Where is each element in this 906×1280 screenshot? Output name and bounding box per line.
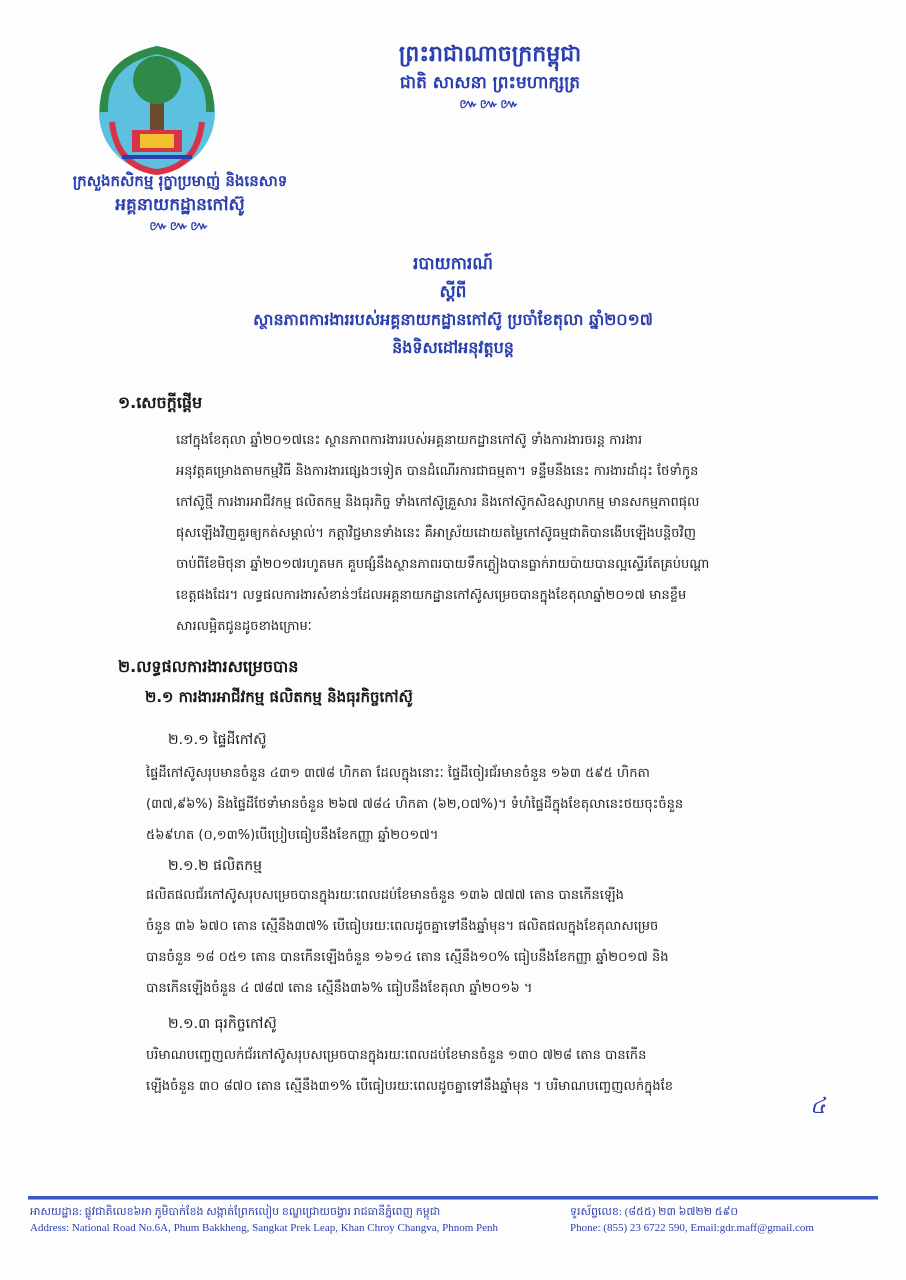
intro-line: កៅស៊ូថ្មី ការងារអាជីវកម្ម ផលិតកម្ម និងធុរកិច្ច ទាំងកៅស៊ូគ្រួសារ និងកៅស៊ូកសិឧស្សាហកម្ម មានសកម្មភាពផុល [176, 495, 700, 510]
kingdom-block [340, 40, 640, 115]
section-2-1-heading: ២.១ ការងារអាជីវកម្ម ផលិតកម្ម និងធុរកិច្ចកៅស៊ូ [145, 688, 413, 706]
intro-paragraph [146, 425, 826, 642]
intro-line: ខេត្តផងដែរ។ លទ្ធផលការងារសំខាន់ៗដែលអគ្គនាយកដ្ឋានកៅស៊ូសម្រេចបានក្នុងខែតុលាឆ្នាំ២០១៧ មានខ្លឹម [176, 588, 687, 603]
intro-heading: ១.សេចក្ដីផ្ដើម [118, 393, 203, 412]
section-2-1-1-paragraph [146, 758, 826, 851]
intro-line: នៅក្នុងខែតុលា ឆ្នាំ២០១៧នេះ ស្ថានភាពការងាររបស់អគ្គនាយកដ្ឋានកៅស៊ូ ទាំងការងារចរន្ត ការងារ [176, 433, 643, 448]
footer-divider [28, 1196, 878, 1200]
ministry-name: ក្រសួងកសិកម្ម រុក្ខាប្រមាញ់ និងនេសាទ [72, 172, 288, 190]
production-line: បានចំនួន ១៨ ០៥១ តោន បានកើនឡើងចំនួន ១៦១៤ តោន ស្មើនឹង១០% ធៀបនឹងខែកញ្ញា ឆ្នាំ២០១៧ និង [146, 950, 669, 965]
kingdom-name: ព្រះរាជាណាចក្រកម្ពុជា [398, 42, 582, 67]
address-khmer: អាសយដ្ឋាន: ផ្លូវជាតិលេខ៦អា ភូមិបាក់ខែង សង្កាត់ព្រែកលៀប ខណ្ឌជ្រោយចង្វារ រាជធានីភ្នំពេញ កម្ពុជា [30, 1206, 441, 1218]
title-line-3: ស្ថានភាពការងាររបស់អគ្គនាយកដ្ឋានកៅស៊ូ ប្រចាំខែតុលា ឆ្នាំ២០១៧ [253, 310, 653, 329]
business-line: បរិមាណបញ្ចេញលក់ជ័រកៅស៊ូសរុបសម្រេចបានក្នុងរយៈពេលដប់ខែមានចំនួន ១៣០ ៧២៨ តោន បានកើន [146, 1048, 647, 1063]
production-line: ចំនួន ៣៦ ៦៧០ តោន ស្មើនឹង៣៧% បើធៀបរយៈពេលដូចគ្នាទៅនឹងឆ្នាំមុន។ ផលិតផលក្នុងខែតុលាសម្រេច [146, 919, 659, 934]
ornament-right: ៚៚៚ [459, 97, 521, 112]
section-2-1-2-paragraph [146, 880, 826, 1004]
phone-khmer: ទូរស័ព្ទលេខ: (៨៥៥) ២៣ ៦៧២២ ៥៩០ [570, 1206, 739, 1218]
section-2-1-2-heading: ២.១.២ ផលិតកម្ម [168, 858, 263, 874]
area-line: ៥៦៩ហត (០,១៣%)បើប្រៀបធៀបនឹងខែកញ្ញា ឆ្នាំ២០១៧។ [146, 828, 439, 843]
results-heading: ២.លទ្ធផលការងារសម្រេចបាន [118, 657, 299, 676]
area-line: ផ្ទៃដីកៅស៊ូសរុបមានចំនួន ៤៣១ ៣៧៨ ហិកតា ដែលក្នុងនោះៈ ផ្ទៃដីចៀរជ័រមានចំនួន ១៦៣ ៥៩៥ ហិកតា [146, 766, 650, 781]
ornament-left: ៚៚៚ [149, 219, 211, 234]
production-line: ផលិតផលជ័រកៅស៊ូសរុបសម្រេចបានក្នុងរយៈពេលដប់ខែមានចំនួន ១៣៦ ៧៧៧ តោន បានកើនឡើង [146, 888, 624, 903]
address-english: Address: National Road No.6A, Phum Bakkheng, Sangkat Prek Leap, Khan Chroy Changva, Phnom Penh [30, 1222, 499, 1234]
section-2-1-3-paragraph [146, 1040, 826, 1102]
phone-english: Phone: (855) 23 6722 590, Email:gdr.maff@gmail.com [570, 1222, 814, 1234]
intro-line: ចាប់ពីខែមិថុនា ឆ្នាំ២០១៧រហូតមក គួបផ្សំនឹងស្ថានភាពរបាយទឹកភ្លៀងបានធ្លាក់រាយប៉ាយបានល្អស្ទើរតែគ្រប់បណ្ដា [176, 557, 710, 572]
footer-address [30, 1204, 550, 1236]
ministry-block [60, 170, 300, 237]
title-line-4: និងទិសដៅអនុវត្តបន្ត [392, 338, 514, 357]
production-line: បានកើនឡើងចំនួន ៤ ៧៨៧ តោន ស្មើនឹង៣៦% ធៀបនឹងខែតុលា ឆ្នាំ២០១៦ ។ [146, 981, 533, 996]
title-line-1: របាយការណ៍ [412, 254, 494, 274]
department-name: អគ្គនាយកដ្ឋានកៅស៊ូ [115, 195, 245, 215]
footer-contact [570, 1204, 870, 1236]
intro-line: អនុវត្តគម្រោងតាមកម្មវិធី និងការងារផ្សេងៗទៀត បានដំណើរការជាធម្មតា។ ទន្ទឹមនឹងនេះ ការងារដាំដុះ ថែទាំកូន [176, 464, 699, 479]
area-line: (៣៧,៩៦%) និងផ្ទៃដីថែទាំមានចំនួន ២៦៧ ៧៨៤ ហិកតា (៦២,០៧%)។ ទំហំផ្ទៃដីក្នុងខែតុលានេះថយចុះចំនួន [146, 797, 684, 812]
page-initial-mark: ៤ [810, 1094, 826, 1119]
national-motto: ជាតិ សាសនា ព្រះមហាក្សត្រ [399, 73, 581, 93]
ministry-emblem-icon [92, 42, 222, 177]
title-line-2: ស្ដីពី [439, 282, 467, 302]
intro-line: សារលម្អិតជូនដូចខាងក្រោមៈ [176, 619, 312, 634]
intro-line: ផុសឡើងវិញគួរឲ្យកត់សម្គាល់។ កត្តាវិជ្ជមានទាំងនេះ គឺអាស្រ័យដោយតម្លៃកៅស៊ូធម្មជាតិបានងើបឡើងបន្តិចវិញ [176, 526, 697, 541]
business-line: ឡើងចំនួន ៣០ ៨៧០ តោន ស្មើនឹង៣១% បើធៀបរយៈពេលដូចគ្នាទៅនឹងឆ្នាំមុន ។ បរិមាណបញ្ចេញលក់ក្នុងខែ [146, 1079, 673, 1094]
section-2-1-1-heading: ២.១.១ ផ្ទៃដីកៅស៊ូ [168, 732, 267, 748]
report-title [80, 250, 826, 362]
section-2-1-3-heading: ២.១.៣ ធុរកិច្ចកៅស៊ូ [168, 1016, 277, 1032]
